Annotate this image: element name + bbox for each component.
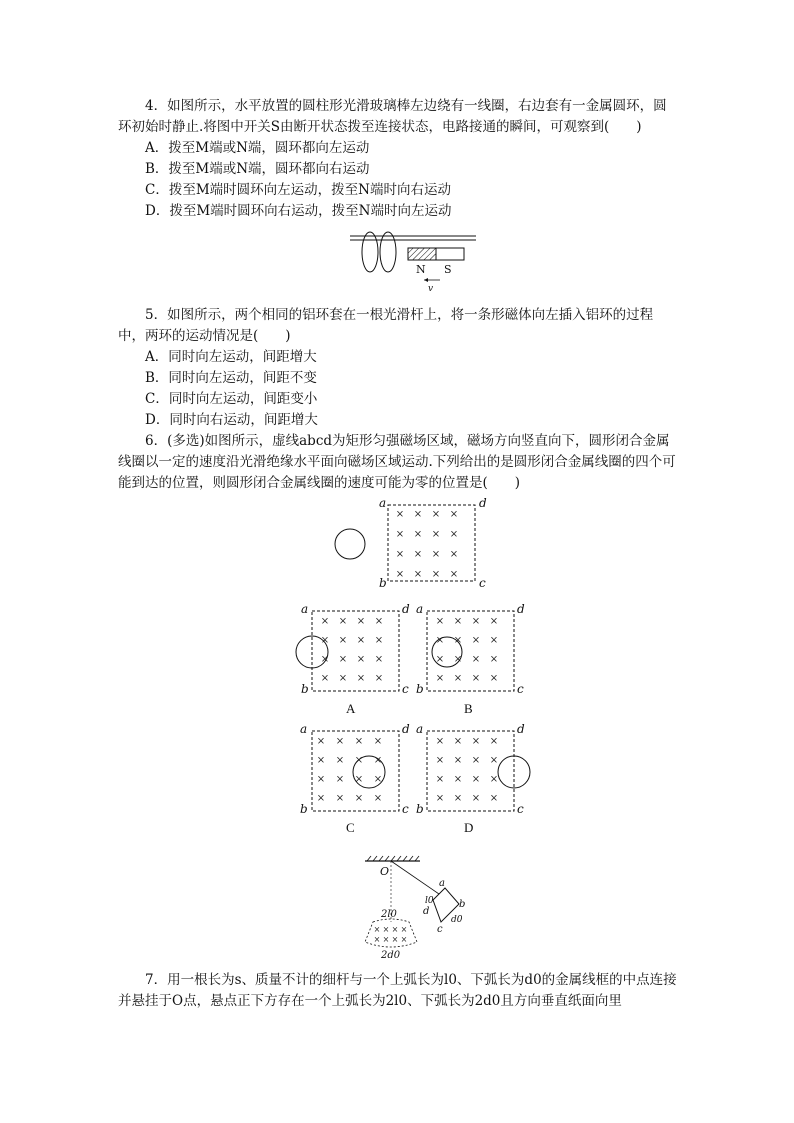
upper-arc-label: 2l0	[381, 909, 397, 920]
field-diagram-main	[330, 496, 495, 591]
corner-c: c	[479, 576, 486, 590]
field-cross: ×	[400, 925, 408, 934]
field-cross: ×	[435, 654, 445, 665]
question-4-stem: 4．如图所示，水平放置的圆柱形光滑玻璃棒左边绕有一线圈，右边套有一金属圆环，圆环初始时静止.将图中开关S由断开状态拨至连接状态，电路接通的瞬间，可观察到( )	[118, 98, 667, 135]
corner-b: b	[416, 802, 424, 816]
question-4-option-a: A．拨至M端或N端，圆环都向左运动	[145, 140, 370, 156]
field-cross: ×	[400, 935, 408, 944]
field-cross: ×	[471, 673, 481, 684]
field-cross: ×	[373, 935, 381, 944]
field-cross: ×	[435, 793, 445, 804]
field-cross: ×	[453, 736, 463, 747]
field-cross: ×	[449, 549, 459, 560]
field-cross: ×	[453, 673, 463, 684]
lower-arc-label: 2d0	[381, 950, 401, 961]
field-cross: ×	[382, 925, 390, 934]
field-cross: ×	[316, 793, 326, 804]
question-5-option-d: D．同时向右运动，间距增大	[145, 412, 318, 428]
field-cross: ×	[489, 616, 499, 627]
field-cross: ×	[391, 935, 399, 944]
question-4-option-c: C．拨至M端时圆环向左运动，拨至N端时向右运动	[145, 182, 451, 198]
question-6-stem: 6．(多选)如图所示，虚线abcd为矩形匀强磁场区域，磁场方向竖直向下，圆形闭合金属线圈以一定的速度沿光滑绝缘水平面向磁场区域运动.下列给出的是圆形闭合金属线圈的四个可能到达的位置，则圆形闭合金属线圈的速度可能为零的位置是( )	[118, 433, 676, 491]
field-cross: ×	[373, 755, 383, 766]
corner-b: b	[379, 576, 387, 590]
field-cross: ×	[382, 935, 390, 944]
frame-label-b: b	[459, 899, 466, 910]
corner-d: d	[479, 496, 487, 510]
pendulum-figure	[355, 852, 480, 964]
field-cross: ×	[320, 616, 330, 627]
field-cross: ×	[335, 774, 345, 785]
field-cross: ×	[435, 774, 445, 785]
field-cross: ×	[354, 736, 364, 747]
field-cross: ×	[395, 509, 405, 520]
field-crosses	[317, 736, 382, 804]
field-cross: ×	[395, 569, 405, 580]
field-diagram-option-b	[412, 602, 532, 697]
corner-a: a	[301, 602, 309, 616]
field-cross: ×	[335, 793, 345, 804]
field-cross: ×	[356, 635, 366, 646]
field-cross: ×	[471, 736, 481, 747]
corner-c: c	[517, 802, 524, 816]
field-cross: ×	[471, 616, 481, 627]
field-cross: ×	[435, 616, 445, 627]
question-6	[118, 431, 678, 494]
option-b-caption: B	[464, 701, 473, 716]
corner-b: b	[301, 682, 309, 696]
coil-initial	[335, 529, 365, 559]
option-c-caption: C	[346, 820, 355, 835]
field-cross: ×	[373, 925, 381, 934]
question-7	[118, 970, 678, 1012]
field-crosses	[321, 616, 383, 684]
field-cross: ×	[413, 529, 423, 540]
corner-c: c	[402, 802, 409, 816]
field-cross: ×	[338, 635, 348, 646]
corner-a: a	[416, 722, 424, 736]
field-cross: ×	[489, 793, 499, 804]
corner-a: a	[300, 722, 308, 736]
field-cross: ×	[431, 529, 441, 540]
corner-b: b	[300, 802, 308, 816]
field-cross: ×	[320, 673, 330, 684]
aluminum-ring-left	[362, 232, 378, 272]
field-crosses	[436, 736, 498, 804]
field-cross: ×	[489, 736, 499, 747]
ceiling-hatch	[367, 856, 419, 861]
field-cross: ×	[413, 569, 423, 580]
field-cross: ×	[320, 635, 330, 646]
field-cross: ×	[431, 509, 441, 520]
field-cross: ×	[316, 736, 326, 747]
field-cross: ×	[471, 774, 481, 785]
field-cross: ×	[453, 654, 463, 665]
question-5-stem: 5．如图所示，两个相同的铝环套在一根光滑杆上，将一条形磁体向左插入铝环的过程中，两环的运动情况是( )	[118, 307, 654, 344]
frame-label-a: a	[439, 878, 445, 889]
corner-d: d	[517, 602, 525, 616]
question-5-option-b: B．同时向左运动，间距不变	[145, 370, 317, 386]
option-a-caption: A	[346, 701, 356, 716]
option-d-caption: D	[464, 820, 474, 835]
field-cross: ×	[435, 755, 445, 766]
field-cross: ×	[354, 793, 364, 804]
field-cross: ×	[489, 755, 499, 766]
field-cross: ×	[489, 774, 499, 785]
field-cross: ×	[431, 549, 441, 560]
field-cross: ×	[373, 793, 383, 804]
field-cross: ×	[354, 774, 364, 785]
sector-crosses	[374, 925, 408, 944]
field-diagram-option-d	[412, 722, 532, 817]
field-cross: ×	[453, 635, 463, 646]
magnet-south-half	[436, 248, 464, 260]
field-cross: ×	[453, 793, 463, 804]
magnet-n-label: N	[416, 263, 426, 276]
field-cross: ×	[471, 635, 481, 646]
question-5-option-c: C．同时向左运动，间距变小	[145, 391, 318, 407]
rod-magnet-figure	[348, 228, 480, 294]
field-cross: ×	[374, 654, 384, 665]
field-cross: ×	[338, 673, 348, 684]
field-cross: ×	[453, 616, 463, 627]
field-cross: ×	[373, 736, 383, 747]
magnet-s-label: S	[444, 263, 452, 276]
question-4-option-d: D．拨至M端时圆环向右运动，拨至N端时向左运动	[145, 203, 452, 219]
question-4	[118, 96, 678, 222]
question-5	[118, 305, 678, 431]
field-cross: ×	[449, 529, 459, 540]
field-crosses	[436, 616, 498, 684]
field-cross: ×	[453, 774, 463, 785]
corner-d: d	[402, 602, 410, 616]
corner-c: c	[517, 682, 524, 696]
aluminum-ring-right	[380, 232, 396, 272]
frame-label-d: d	[423, 906, 430, 917]
field-cross: ×	[431, 569, 441, 580]
field-cross: ×	[489, 635, 499, 646]
field-cross: ×	[320, 654, 330, 665]
field-cross: ×	[391, 925, 399, 934]
field-cross: ×	[354, 755, 364, 766]
magnet-north-half	[408, 248, 436, 260]
field-cross: ×	[356, 654, 366, 665]
field-cross: ×	[356, 673, 366, 684]
frame-l0-label: l0	[425, 896, 434, 906]
corner-c: c	[402, 682, 409, 696]
field-cross: ×	[374, 673, 384, 684]
pivot-label: O	[380, 865, 390, 878]
field-crosses	[396, 509, 458, 580]
field-cross: ×	[373, 774, 383, 785]
field-cross: ×	[395, 529, 405, 540]
field-cross: ×	[413, 549, 423, 560]
field-cross: ×	[356, 616, 366, 627]
field-cross: ×	[489, 673, 499, 684]
pendulum-rod	[391, 861, 439, 894]
field-cross: ×	[338, 616, 348, 627]
field-cross: ×	[316, 774, 326, 785]
field-cross: ×	[435, 635, 445, 646]
field-cross: ×	[374, 635, 384, 646]
corner-d: d	[402, 722, 410, 736]
field-cross: ×	[471, 654, 481, 665]
frame-label-c: c	[437, 924, 443, 935]
corner-a: a	[416, 602, 424, 616]
field-cross: ×	[471, 755, 481, 766]
field-cross: ×	[489, 654, 499, 665]
velocity-label: v	[428, 284, 434, 294]
field-diagram-option-c	[298, 722, 418, 817]
question-5-option-a: A．同时向左运动，间距增大	[145, 349, 317, 365]
field-cross: ×	[449, 509, 459, 520]
field-cross: ×	[395, 549, 405, 560]
coil-position-b	[432, 637, 462, 667]
field-cross: ×	[471, 793, 481, 804]
field-cross: ×	[335, 736, 345, 747]
question-7-stem: 7．用一根长为s、质量不计的细杆与一个上弧长为l0、下弧长为d0的金属线框的中点连接并悬挂于O点，悬点正下方存在一个上弧长为2l0、下弧长为2d0且方向垂直纸面向里	[118, 972, 677, 1009]
question-4-option-b: B．拨至M端或N端，圆环都向右运动	[145, 161, 370, 177]
field-cross: ×	[374, 616, 384, 627]
field-diagram-option-a	[292, 602, 412, 697]
frame-d0-label: d0	[451, 915, 463, 925]
coil-position-c	[353, 756, 385, 788]
field-cross: ×	[453, 755, 463, 766]
field-cross: ×	[435, 673, 445, 684]
corner-a: a	[379, 496, 387, 510]
field-cross: ×	[435, 736, 445, 747]
field-cross: ×	[413, 509, 423, 520]
velocity-arrow-head	[424, 278, 428, 282]
field-cross: ×	[338, 654, 348, 665]
field-cross: ×	[335, 755, 345, 766]
corner-b: b	[416, 682, 424, 696]
field-cross: ×	[316, 755, 326, 766]
field-cross: ×	[449, 569, 459, 580]
corner-d: d	[517, 722, 525, 736]
